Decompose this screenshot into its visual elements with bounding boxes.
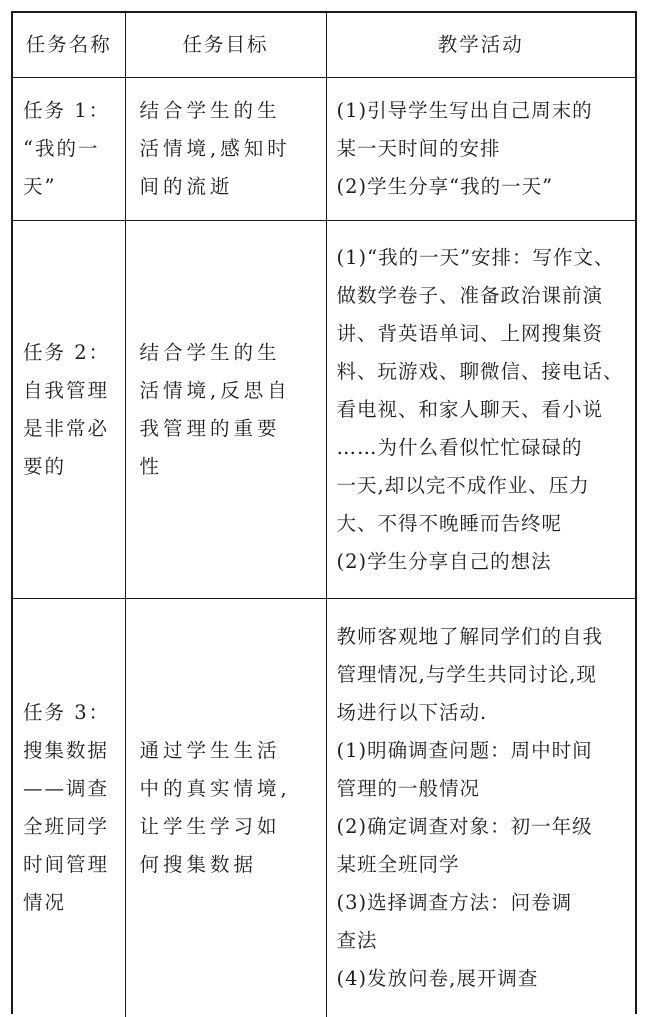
- activity-line: (1)明确调查问题：周中时间: [337, 732, 632, 770]
- table-header-row: [13, 13, 635, 78]
- activity-line: 查法: [337, 922, 632, 960]
- task-name-line: 任务 1：: [23, 92, 115, 130]
- task-goal-line: 性: [140, 448, 318, 486]
- task-goal-line: 中的真实情境,: [140, 770, 318, 808]
- task-name-line: 时间管理: [23, 846, 115, 884]
- task-name-line: ——调查: [23, 770, 115, 808]
- task-goal-line: 通过学生生活: [140, 732, 318, 770]
- task-name-cell: [13, 78, 125, 221]
- activity-line: (1)“我的一天”安排：写作文、: [337, 239, 632, 277]
- lesson-plan-table: [13, 13, 635, 1017]
- teaching-activity-cell: [326, 78, 635, 221]
- table-row: [13, 221, 635, 599]
- task-goal-cell: [125, 78, 326, 221]
- task-name-line: 天”: [23, 168, 115, 206]
- task-name-line: 是非常必: [23, 410, 115, 448]
- activity-line: 一天,却以完不成作业、压力: [337, 467, 632, 505]
- activity-line: 料、玩游戏、聊微信、接电话、: [337, 353, 632, 391]
- activity-line: 看电视、和家人聊天、看小说: [337, 391, 632, 429]
- task-goal-cell: [125, 599, 326, 1017]
- task-goal-line: 何搜集数据: [140, 846, 318, 884]
- task-goal-line: 让学生学习如: [140, 808, 318, 846]
- task-goal-line: 活情境,反思自: [140, 372, 318, 410]
- activity-line: 讲、背英语单词、上网搜集资: [337, 315, 632, 353]
- activity-line: (2)学生分享自己的想法: [337, 543, 632, 581]
- activity-line: (2)确定调查对象：初一年级: [337, 808, 632, 846]
- activity-line: 管理的一般情况: [337, 770, 632, 808]
- activity-line: 场进行以下活动.: [337, 694, 632, 732]
- teaching-activity-cell: [326, 221, 635, 599]
- activity-line: (1)引导学生写出自己周末的: [337, 92, 632, 130]
- task-name-line: 自我管理: [23, 372, 115, 410]
- activity-line: 某一天时间的安排: [337, 130, 632, 168]
- table-row: [13, 599, 635, 1017]
- task-goal-line: 间的流逝: [140, 168, 318, 206]
- task-goal-line: 结合学生的生: [140, 92, 318, 130]
- header-task-goal: 任务目标: [125, 13, 326, 78]
- task-name-line: 搜集数据: [23, 732, 115, 770]
- task-goal-cell: [125, 221, 326, 599]
- task-goal-line: 我管理的重要: [140, 410, 318, 448]
- activity-line: 做数学卷子、准备政治课前演: [337, 277, 632, 315]
- task-name-line: 情况: [23, 884, 115, 922]
- header-teaching-activity: 教学活动: [326, 13, 635, 78]
- task-name-cell: [13, 221, 125, 599]
- task-name-line: 要的: [23, 448, 115, 486]
- task-name-line: 任务 3：: [23, 694, 115, 732]
- activity-line: 教师客观地了解同学们的自我: [337, 618, 632, 656]
- task-name-line: “我的一: [23, 130, 115, 168]
- activity-line: 管理情况,与学生共同讨论,现: [337, 656, 632, 694]
- activity-line: 大、不得不晚睡而告终呢: [337, 505, 632, 543]
- task-name-cell: [13, 599, 125, 1017]
- activity-line: (3)选择调查方法：问卷调: [337, 884, 632, 922]
- activity-line: (2)学生分享“我的一天”: [337, 168, 632, 206]
- task-name-line: 全班同学: [23, 808, 115, 846]
- lesson-plan-table-frame: [11, 11, 637, 1014]
- teaching-activity-cell: [326, 599, 635, 1017]
- activity-line: ……为什么看似忙忙碌碌的: [337, 429, 632, 467]
- activity-line: 某班全班同学: [337, 846, 632, 884]
- task-goal-line: 结合学生的生: [140, 334, 318, 372]
- activity-line: (4)发放问卷,展开调查: [337, 960, 632, 998]
- task-name-line: 任务 2：: [23, 334, 115, 372]
- table-row: [13, 78, 635, 221]
- header-task-name: 任务名称: [13, 13, 125, 78]
- task-goal-line: 活情境,感知时: [140, 130, 318, 168]
